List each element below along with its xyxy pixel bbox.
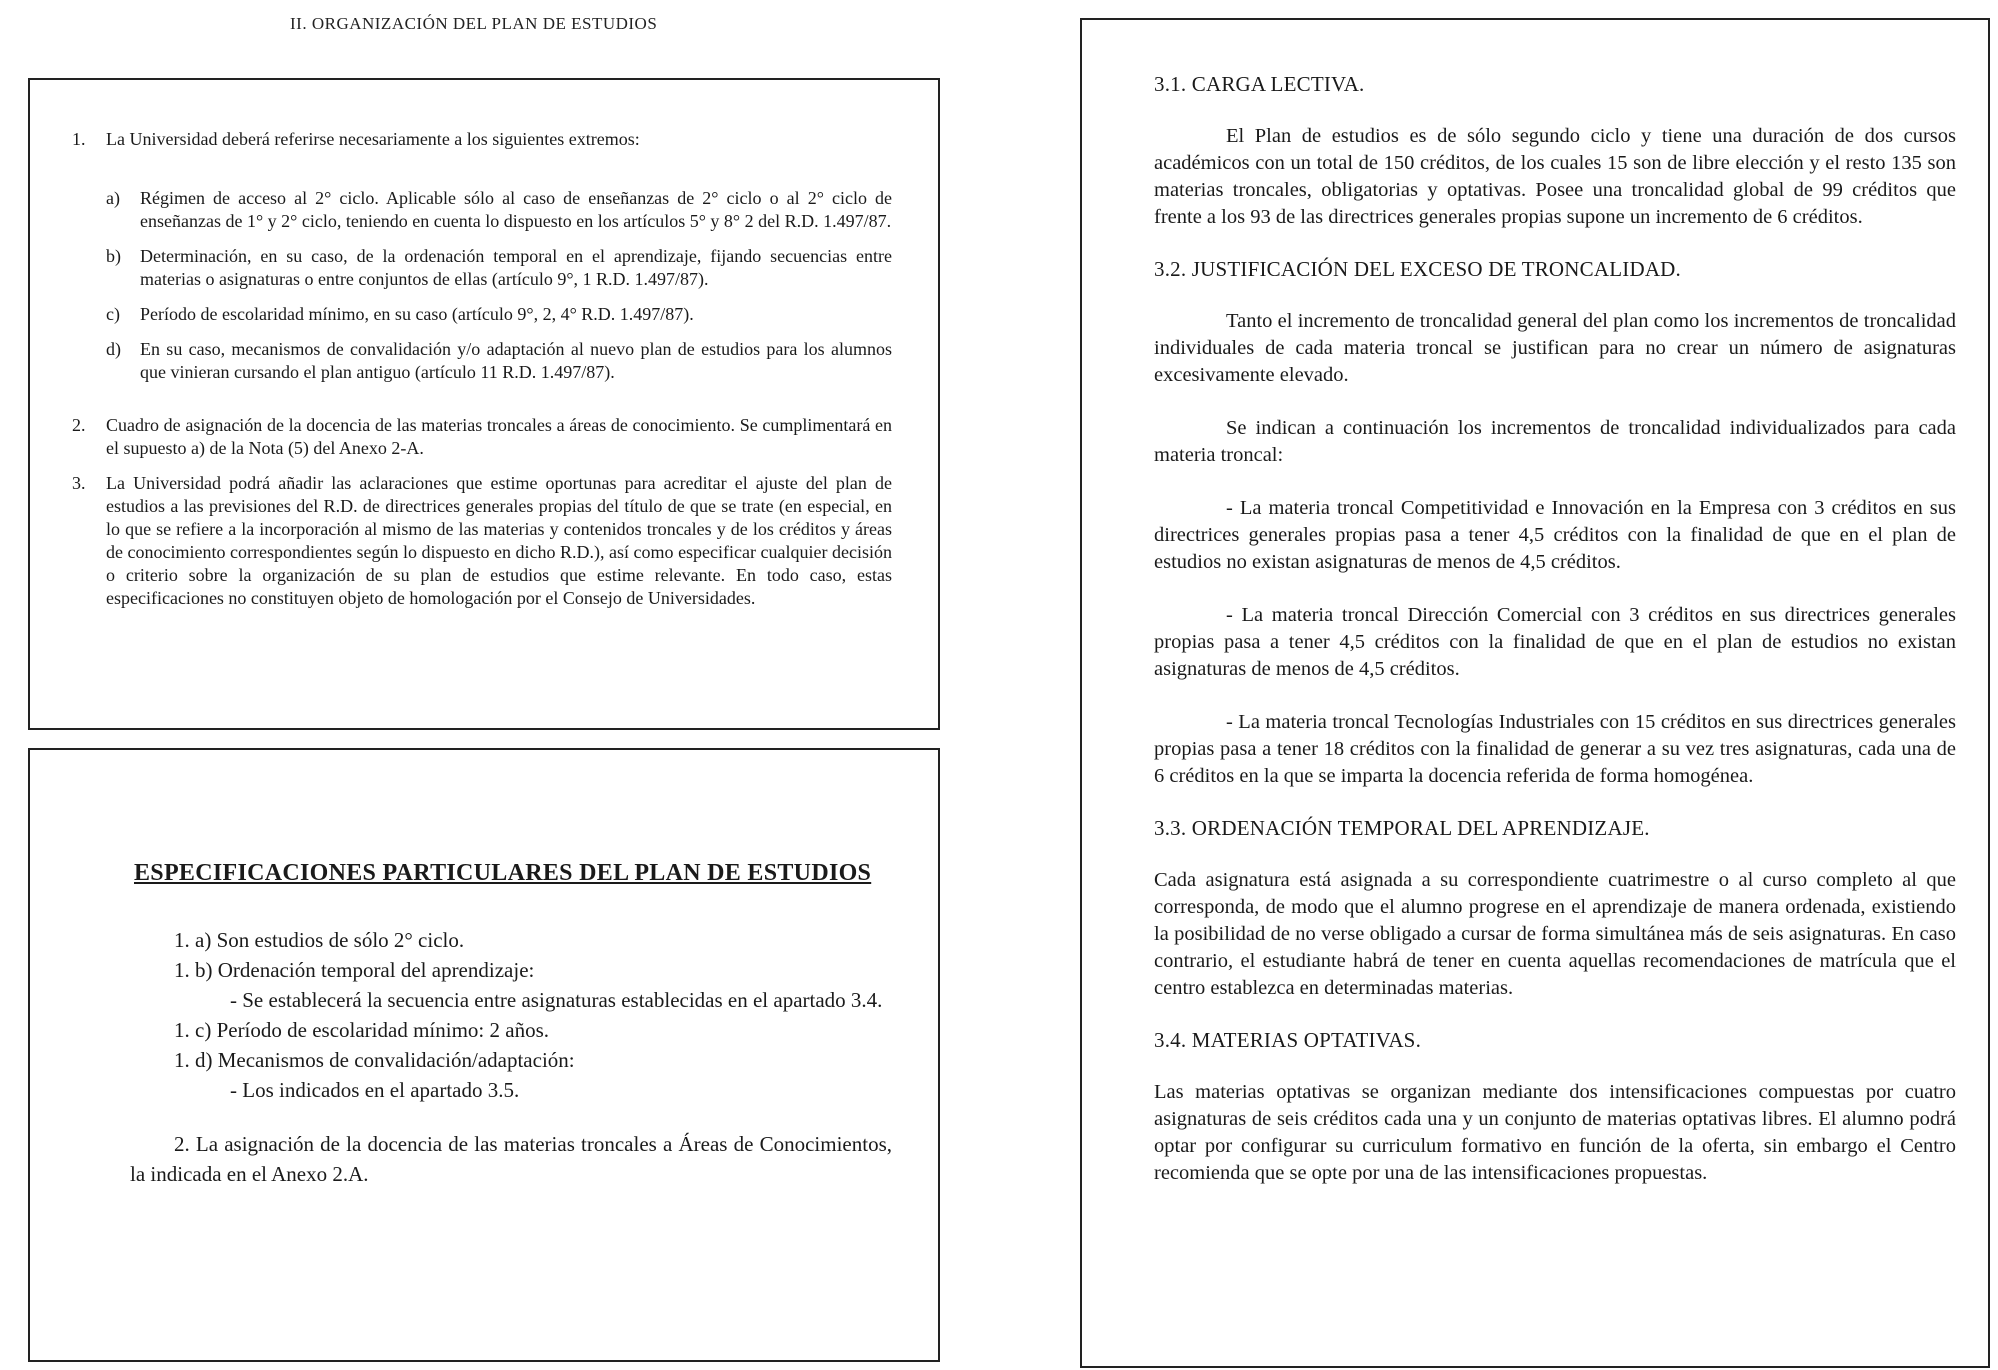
sub-item-a (106, 187, 892, 233)
sub-list (106, 187, 892, 384)
item-number: 1. (72, 129, 86, 149)
sub-text: Período de escolaridad mínimo, en su caso (artículo 9°, 2, 4° R.D. 1.497/87). (140, 304, 694, 324)
spec-lines (174, 925, 892, 1105)
sub-letter: a) (106, 188, 120, 208)
item-text: La Universidad deberá referirse necesariamente a los siguientes extremos: (106, 129, 640, 149)
item-number: 2. (72, 415, 86, 435)
list-item (72, 128, 892, 151)
spec-title: ESPECIFICACIONES PARTICULARES DEL PLAN DE ESTUDIOS (134, 860, 872, 886)
section-paragraph: Se indican a continuación los incrementos de troncalidad individualizados para cada materia troncal: (1154, 417, 1956, 466)
bullet-item: - La materia troncal Dirección Comercial con 3 créditos en sus directrices generales propias pasa a tener 4,5 créditos con la finalidad de que en el plan de estudios no existan asignaturas de menos de 4,5 créditos. (1154, 604, 1956, 680)
list-item (72, 414, 892, 460)
section-text-3-4: Las materias optativas se organizan mediante dos intensificaciones compuestas por cuatro asignaturas de seis créditos cada una y un conjunto de materias optativas libres. El alumno podrá optar por configurar su curriculum formativo en función de la oferta, sin embargo el Centro recomienda que se opte por una de las intensificaciones propuestas. (1154, 1081, 1956, 1184)
list-item (72, 472, 892, 610)
spec-line: 1. a) Son estudios de sólo 2° ciclo. (174, 928, 465, 952)
spec-line: 1. b) Ordenación temporal del aprendizaje: (174, 958, 535, 982)
spec-paragraph: 2. La asignación de la docencia de las materias troncales a Áreas de Conocimientos, la indicada en el Anexo 2.A. (130, 1132, 892, 1186)
item-number: 3. (72, 473, 86, 493)
page-header: II. ORGANIZACIÓN DEL PLAN DE ESTUDIOS (290, 14, 658, 33)
sub-item-c (106, 303, 892, 326)
instructions-box (28, 78, 940, 730)
specifications-box (28, 748, 940, 1362)
sub-text: En su caso, mecanismos de convalidación y/o adaptación al nuevo plan de estudios para los alumnos que vinieran cursando el plan antiguo (artículo 11 R.D. 1.497/87). (140, 339, 892, 382)
sub-letter: b) (106, 246, 121, 266)
spec-line: 1. c) Período de escolaridad mínimo: 2 años. (174, 1018, 549, 1042)
section-title-3-3: 3.3. ORDENACIÓN TEMPORAL DEL APRENDIZAJE. (1154, 816, 1650, 840)
sub-letter: d) (106, 339, 121, 359)
bullet-item: - La materia troncal Tecnologías Industriales con 15 créditos en sus directrices generales propias pasa a tener 18 créditos con la finalidad de generar a su vez tres asignaturas, cada una de 6 créditos en la que se imparta la docencia referida de forma homogénea. (1154, 711, 1956, 787)
bullet-item: - La materia troncal Competitividad e Innovación en la Empresa con 3 créditos en sus directrices generales propias pasa a tener 4,5 créditos con la finalidad de que en el plan de estudios no existan asignaturas de menos de 4,5 créditos. (1154, 497, 1956, 573)
section-text-3-1: El Plan de estudios es de sólo segundo ciclo y tiene una duración de dos cursos académicos con un total de 150 créditos, de los cuales 15 son de libre elección y el resto 135 son materias troncales, obligatorias y optativas. Posee una troncalidad global de 99 créditos que frente a los 93 de las directrices generales propias supone un incremento de 6 créditos. (1154, 125, 1956, 228)
sub-item-d (106, 338, 892, 384)
sub-text: Régimen de acceso al 2° ciclo. Aplicable sólo al caso de enseñanzas de 2° ciclo o al 2° ciclo de enseñanzas de 1° y 2° ciclo, teniendo en cuenta lo dispuesto en los artículos 5° y 8° 2 del R.D. 1.497/87. (140, 188, 892, 231)
section-title-3-2: 3.2. JUSTIFICACIÓN DEL EXCESO DE TRONCALIDAD. (1154, 257, 1681, 281)
sub-item-b (106, 245, 892, 291)
section-text-3-3: Cada asignatura está asignada a su correspondiente cuatrimestre o al curso completo al que corresponda, de modo que el alumno progrese en el aprendizaje de manera ordenada, existiendo la posibilidad de no verse obligado a cursar de forma simultánea más de seis asignaturas. En caso contrario, el estudiante habrá de tener en cuenta aquellas recomendaciones de matrícula que el centro establezca en determinadas materias. (1154, 869, 1956, 999)
section-title-3-4: 3.4. MATERIAS OPTATIVAS. (1154, 1028, 1422, 1052)
section-paragraph: Tanto el incremento de troncalidad general del plan como los incrementos de troncalidad individuales de cada materia troncal se justifican para no crear un número de asignaturas excesivamente elevado. (1154, 310, 1956, 386)
sub-text: Determinación, en su caso, de la ordenación temporal en el aprendizaje, fijando secuencias entre materias o asignaturas o entre conjuntos de ellas (artículo 9°, 1 R.D. 1.497/87). (140, 246, 892, 289)
item-text: Cuadro de asignación de la docencia de las materias troncales a áreas de conocimiento. Se cumplimentará en el supuesto a) de la Nota (5) del Anexo 2-A. (106, 415, 892, 458)
spec-line: - Se establecerá la secuencia entre asignaturas establecidas en el apartado 3.4. (230, 988, 883, 1012)
sub-letter: c) (106, 304, 120, 324)
spec-line: 1. d) Mecanismos de convalidación/adaptación: (174, 1048, 575, 1072)
item-text: La Universidad podrá añadir las aclaraciones que estime oportunas para acreditar el ajuste del plan de estudios a las previsiones del R.D. de directrices generales propias del título de que se trate (en especial, en lo que se refiere a la incorporación al mismo de las materias y contenidos troncales y de los créditos y áreas de conocimiento correspondientes según lo dispuesto en dicho R.D.), así como especificar cualquier decisión o criterio sobre la organización de su plan de estudios que estime relevante. En todo caso, estas especificaciones no constituyen objeto de homologación por el Consejo de Universidades. (106, 473, 892, 608)
spec-line: - Los indicados en el apartado 3.5. (230, 1078, 520, 1102)
section-title-3-1: 3.1. CARGA LECTIVA. (1154, 72, 1365, 96)
sections-box (1080, 18, 1990, 1368)
